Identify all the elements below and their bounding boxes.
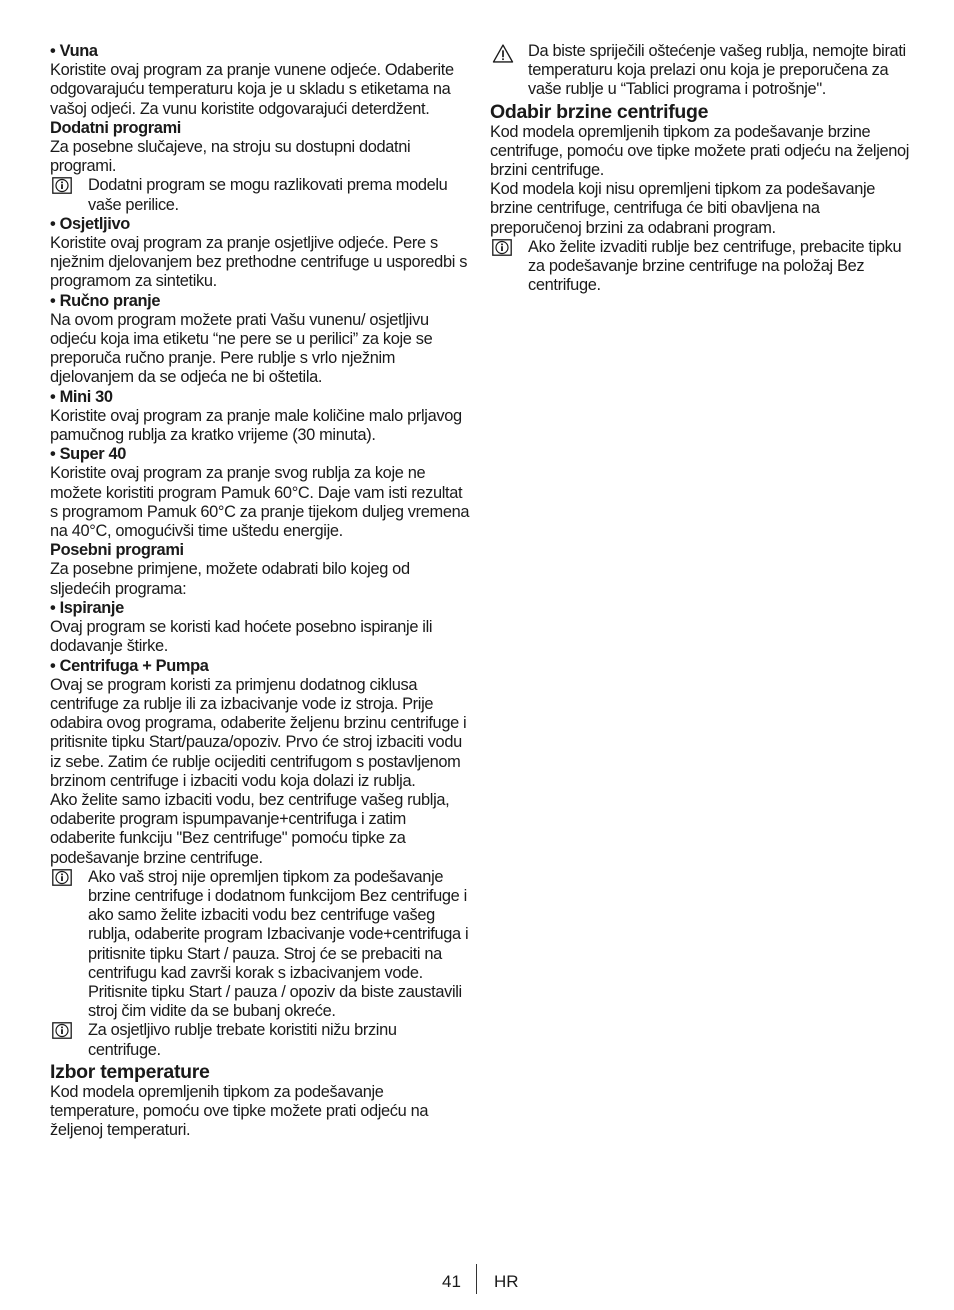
info-icon — [52, 1022, 72, 1039]
section-text-posebni-programi: Za posebne primjene, možete odabrati bilo kojeg od sljedećih programa: — [50, 560, 410, 598]
section-text-rucno-pranje: Na ovom program možete prati Vašu vunenu/ osjetljivu odjeću koja ima etiketu “ne pere se u perilici” za koje se preporuča ručno pranje. Pere rublje s vrlo nježnim djelovanjem da se odjeća ne bi oštetila. — [50, 310, 433, 387]
info-icon — [492, 239, 512, 256]
section-title-osjetljivo: • Osjetljivo — [50, 214, 130, 233]
section-title-vuna: • Vuna — [50, 42, 98, 60]
section-text-brzina-2: Kod modela koji nisu opremljeni tipkom za podešavanje brzine centrifuge, centrifuga će biti obavljena na preporučenoj brzini za odabrani program. — [490, 180, 876, 237]
section-text-osjetljivo: Koristite ovaj program za pranje osjetljive odjeće. Pere s nježnim djelovanjem bez prethodne centrifuge u usporedbi s programom za sintetiku. — [50, 234, 468, 291]
section-text-brzina-1: Kod modela opremljenih tipkom za podešavanje brzine centrifuge, pomoću ove tipke možete prati odjeću na željenoj brzini centrifuge. — [490, 122, 910, 180]
section-text-vuna: Koristite ovaj program za pranje vunene odjeće. Odaberite odgovarajuću temperaturu koja je u skladu s etiketama na vašoj odjeći. Za vunu koristite odgovarajući deterdžent. — [50, 61, 454, 118]
warning-icon — [492, 44, 514, 63]
info-icon — [52, 869, 72, 886]
section-title-rucno-pranje: • Ručno pranje — [50, 291, 161, 310]
info-icon — [52, 177, 72, 194]
language-code: HR — [494, 1272, 519, 1291]
section-text-mini-30: Koristite ovaj program za pranje male količine malo prljavog pamučnog rublja za kratko vrijeme (30 minuta). — [50, 406, 462, 445]
section-text-super-40: Koristite ovaj program za pranje svog rublja za koje ne možete koristiti program Pamuk 60°C. Daje vam isti rezultat s programom Pamuk 60°C za pranje tijekom duljeg vremena na 40°C, omogućivši time uštedu energije. — [50, 464, 470, 541]
note-text: Za osjetljivo rublje trebate koristiti nižu brzinu centrifuge. — [88, 1021, 397, 1059]
warning-note — [490, 42, 910, 100]
section-title-posebni-programi: Posebni programi — [50, 541, 184, 560]
section-text-centrifuga-pumpa-1: Ovaj se program koristi za primjenu dodatnog ciklusa centrifuge za rublje ili za izbacivanje vode iz stroja. Prije odabira ovog programa, odaberite željenu brzinu centrifuge i pritisnite tipku Start/pauza/opoziv. Prvo će stroj izbaciti vodu iz sebe. Zatim će rublje ocijediti centrifugom s postavljenom brzinom centrifuge i izbaciti vodu koja dolazi iz rublja. — [50, 675, 467, 790]
section-title-centrifuga-pumpa: • Centrifuga + Pumpa — [50, 656, 209, 675]
note-centrifuga-2 — [50, 1021, 470, 1059]
note-centrifuga-1 — [50, 868, 470, 1022]
left-column — [50, 42, 470, 1140]
heading-izbor-temperature: Izbor temperature — [50, 1060, 210, 1083]
note-dodatni-programi — [50, 176, 470, 214]
note-text: Ako vaš stroj nije opremljen tipkom za podešavanje brzine centrifuge i dodatnom funkcijom Bez centrifuge i ako samo želite izbaciti vodu bez centrifuge vašeg rublja, odaberite program Izbacivanje vode+centrifuga i pritisnite tipku Start / pauza. Stroj će se prebaciti na centrifugu kad završi korak s izbacivanjem vode. Pritisnite tipku Start / pauza / opoziv da biste zaustavili stroj čim vidite da se bubanj okreće. — [88, 867, 469, 1021]
warning-text: Da biste spriječili oštećenje vašeg rublja, nemojte birati temperaturu koja prelazi onu koja je preporučena za vaše rublje u “Tablici programa i potrošnje". — [528, 42, 906, 99]
page-number: 41 — [442, 1272, 461, 1291]
footer-divider — [476, 1264, 477, 1294]
section-title-super-40: • Super 40 — [50, 445, 127, 464]
section-title-mini-30: • Mini 30 — [50, 387, 113, 406]
section-text-ispiranje: Ovaj program se koristi kad hoćete posebno ispiranje ili dodavanje štirke. — [50, 618, 433, 656]
section-text-centrifuga-pumpa-2: Ako želite samo izbaciti vodu, bez centrifuge vašeg rublja, odaberite program ispumpavanje+centrifuga i zatim odaberite funkciju "Bez centrifuge" pomoću tipke za podešavanje brzine centrifuge. — [50, 790, 450, 867]
section-title-ispiranje: • Ispiranje — [50, 598, 124, 617]
section-text-dodatni-programi: Za posebne slučajeve, na stroju su dostupni dodatni programi. — [50, 138, 411, 176]
heading-odabir-brzine-centrifuge: Odabir brzine centrifuge — [490, 100, 709, 123]
note-text: Dodatni program se mogu razlikovati prema modelu vaše perilice. — [88, 176, 448, 214]
right-column — [490, 42, 910, 295]
section-title-dodatni-programi: Dodatni programi — [50, 118, 181, 137]
note-brzina — [490, 238, 910, 296]
note-text: Ako želite izvaditi rublje bez centrifuge, prebacite tipku za podešavanje brzine centrifuge na položaj Bez centrifuge. — [528, 237, 902, 295]
section-text-izbor-temperature: Kod modela opremljenih tipkom za podešavanje temperature, pomoću ove tipke možete prati odjeću na željenoj temperaturi. — [50, 1082, 429, 1140]
